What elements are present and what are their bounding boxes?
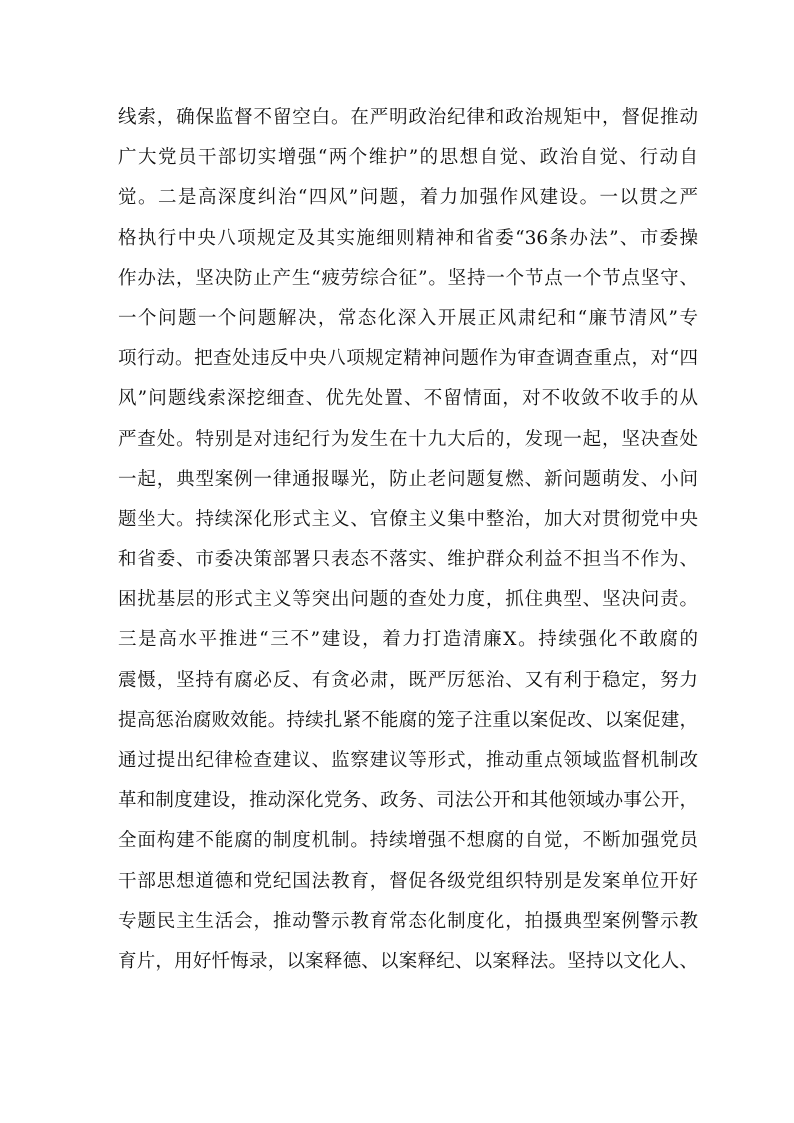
text-line: 困扰基层的形式主义等突出问题的查处力度，抓住典型、坚决问责。 <box>118 589 698 611</box>
text-line: 提高惩治腐败效能。持续扎紧不能腐的笼子注重以案促改、以案促建， <box>118 709 698 731</box>
text-line: 线索，确保监督不留空白。在严明政治纪律和政治规矩中，督促推动 <box>118 107 698 128</box>
text-line: 作办法，坚决防止产生“疲劳综合征”。坚持一个节点一个节点坚守、 <box>118 267 698 289</box>
text-line: 全面构建不能腐的制度机制。持续增强不想腐的自觉，不断加强党员 <box>118 830 698 852</box>
text-line: 一起，典型案例一律通报曝光，防止老问题复燃、新问题萌发、小问 <box>118 468 698 490</box>
text-line: 广大党员干部切实增强“两个维护”的思想自觉、政治自觉、行动自 <box>118 147 698 169</box>
body-text <box>118 98 698 982</box>
text-line: 觉。二是高深度纠治“四风”问题，着力加强作风建设。一以贯之严 <box>118 187 698 209</box>
text-line: 和省委、市委决策部署只表态不落实、维护群众利益不担当不作为、 <box>118 549 698 571</box>
text-line: 震慑，坚持有腐必反、有贪必肃，既严厉惩治、又有利于稳定，努力 <box>118 669 698 691</box>
text-line: 格执行中央八项规定及其实施细则精神和省委“36条办法”、市委操 <box>118 227 698 249</box>
text-line: 题坐大。持续深化形式主义、官僚主义集中整治，加大对贯彻党中央 <box>118 508 698 530</box>
text-line: 通过提出纪律检查建议、监察建议等形式，推动重点领域监督机制改 <box>118 750 698 771</box>
text-line: 育片，用好忏悔录，以案释德、以案释纪、以案释法。坚持以文化人、 <box>118 950 698 972</box>
text-line: 专题民主生活会，推动警示教育常态化制度化，拍摄典型案例警示教 <box>118 910 698 932</box>
text-line: 严查处。特别是对违纪行为发生在十九大后的，发现一起，坚决查处 <box>118 428 698 450</box>
text-line: 项行动。把查处违反中央八项规定精神问题作为审查调查重点，对“四 <box>118 348 698 370</box>
text-line: 一个问题一个问题解决，常态化深入开展正风肃纪和“廉节清风”专 <box>118 307 698 329</box>
text-line: 三是高水平推进“三不”建设，着力打造清廉X。持续强化不敢腐的 <box>118 629 698 651</box>
text-line: 干部思想道德和党纪国法教育，督促各级党组织特别是发案单位开好 <box>118 870 698 892</box>
text-line: 革和制度建设，推动深化党务、政务、司法公开和其他领域办事公开， <box>118 790 698 812</box>
text-line: 风”问题线索深挖细查、优先处置、不留情面，对不收敛不收手的从 <box>118 388 698 410</box>
